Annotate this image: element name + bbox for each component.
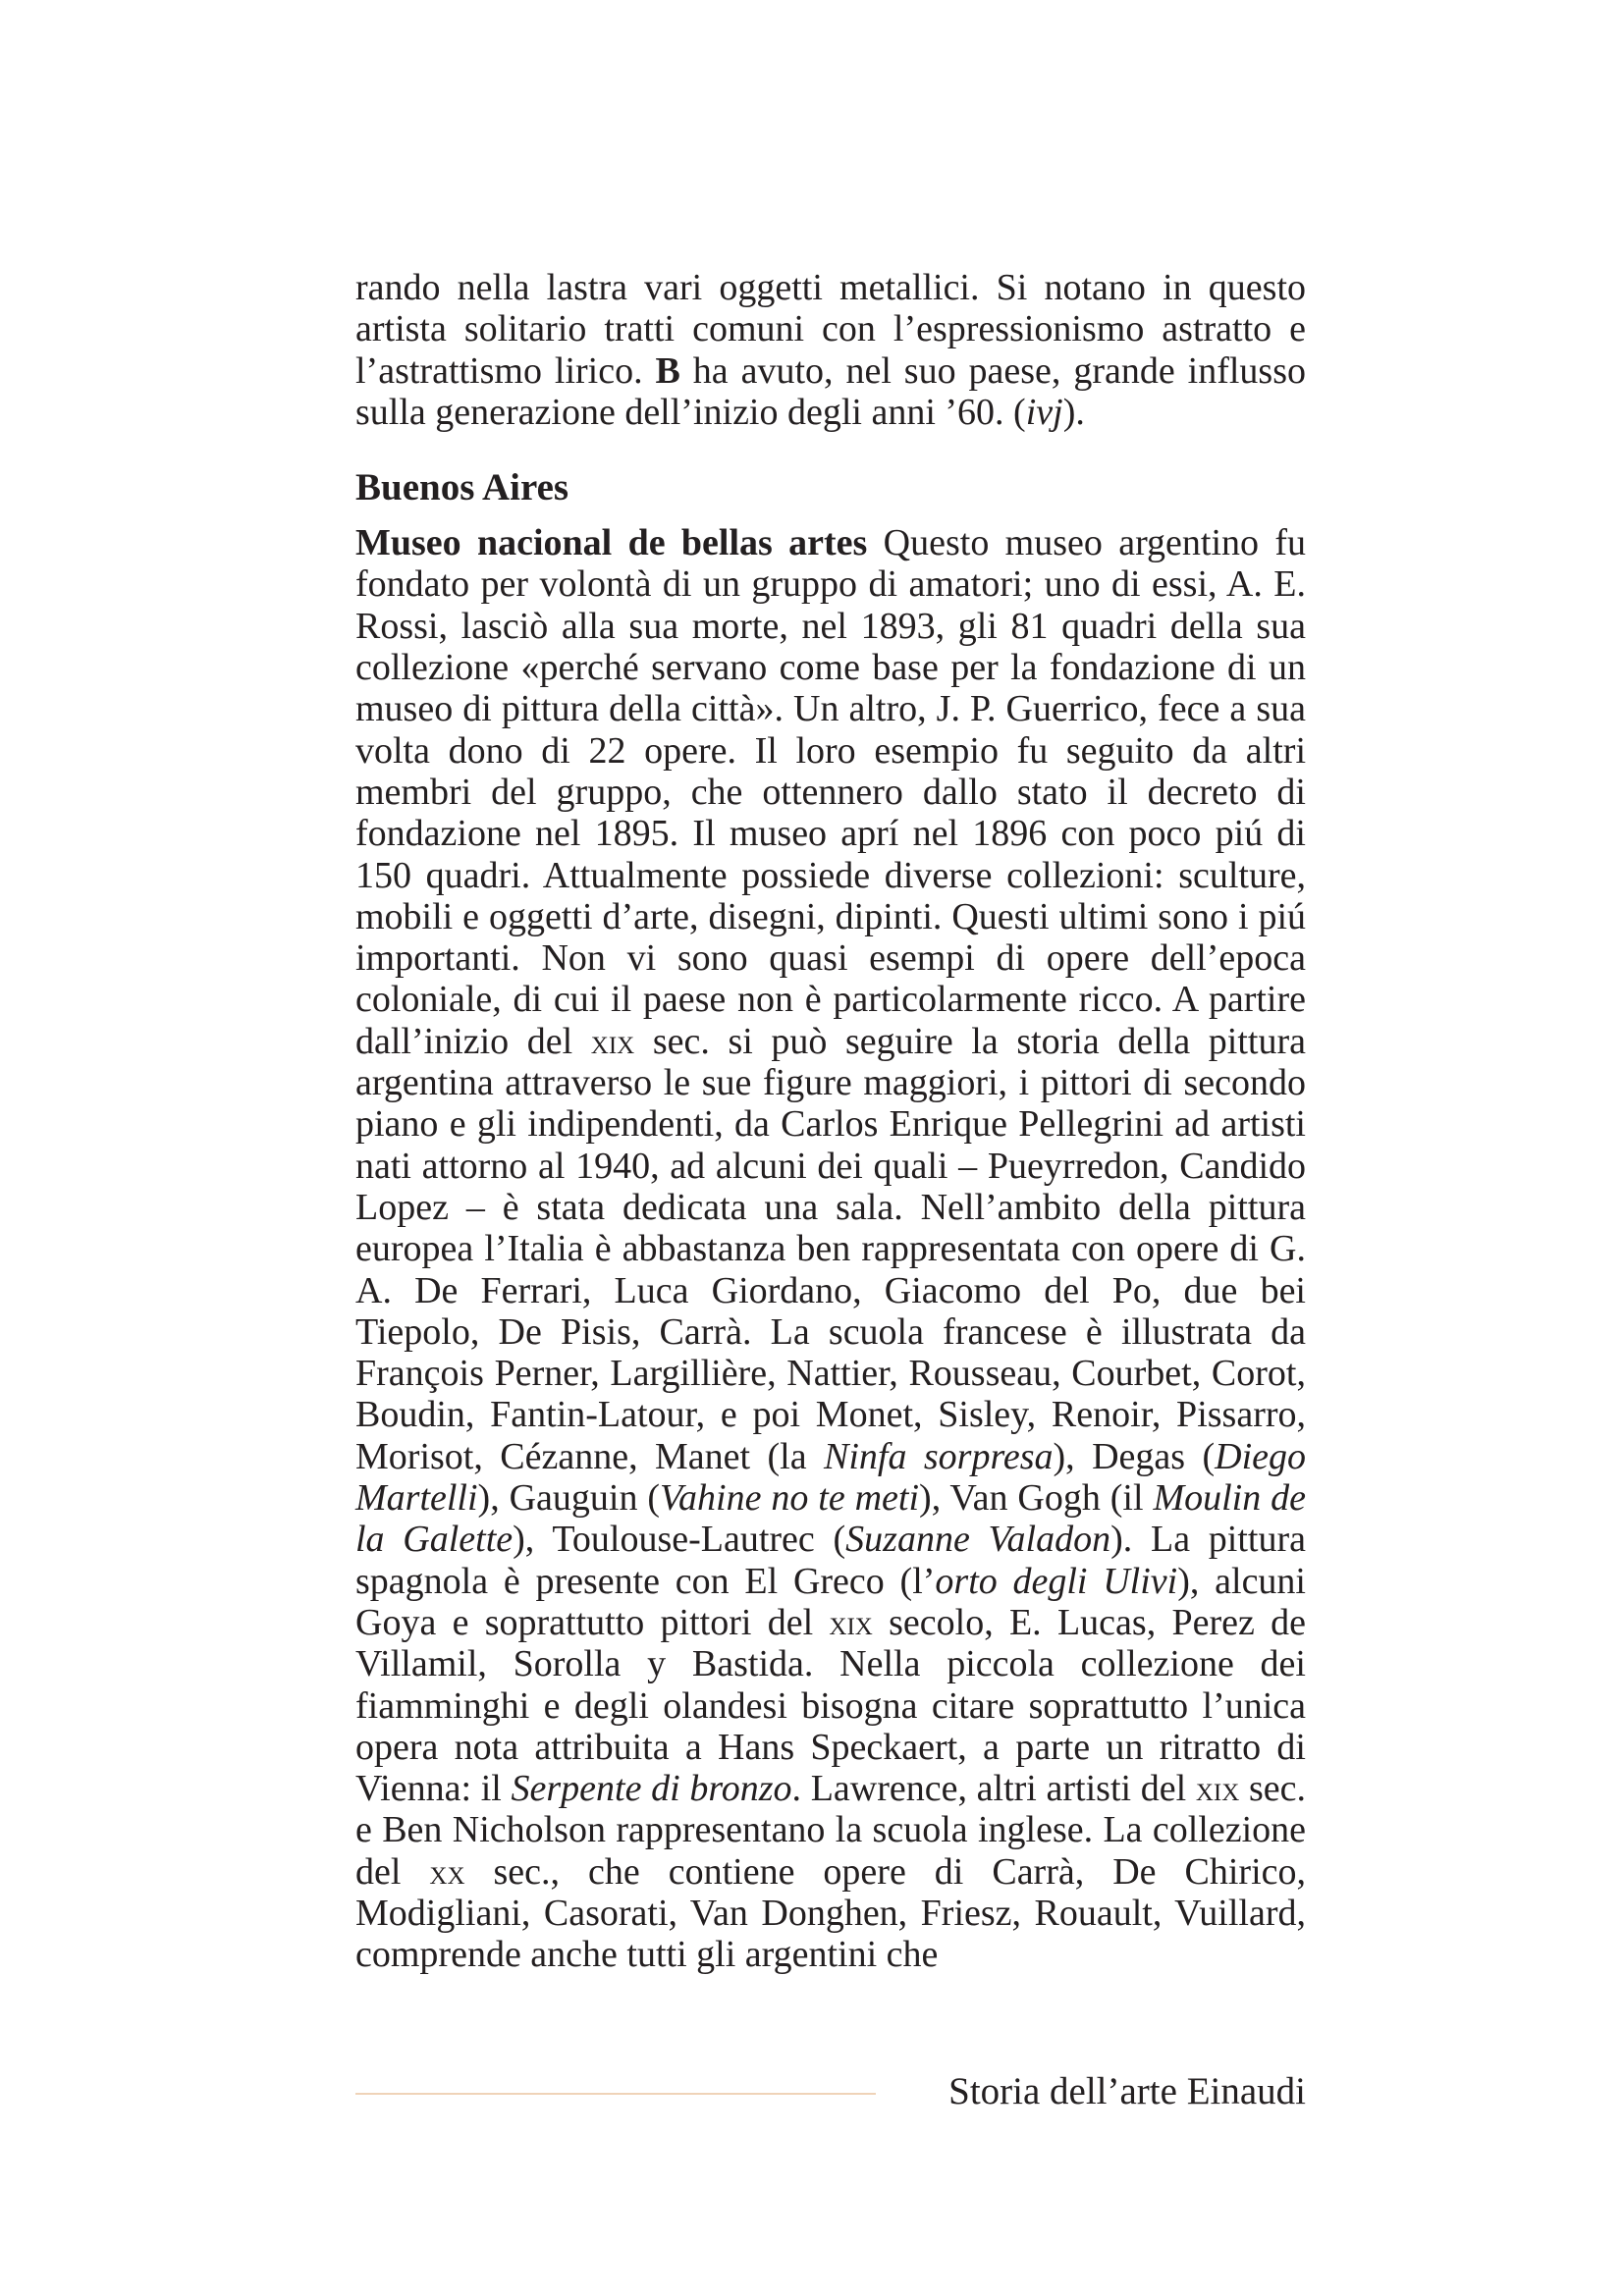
intro-text-1: rando nella lastra vari oggetti metallici. Si notano in questo artista solitario tratti comuni con l’espressionismo astratto e l’astrattismo lirico. bbox=[355, 267, 1306, 392]
page-content bbox=[355, 267, 1306, 1976]
footer-publisher: Storia dell’arte Einaudi bbox=[948, 2070, 1306, 2112]
artwork-title: Serpente di bronzo bbox=[511, 1768, 792, 1810]
century-numeral: xix bbox=[590, 1021, 635, 1061]
artwork-title: Suzanne Valadon bbox=[845, 1519, 1111, 1561]
entry-text: ), Toulouse-Lautrec ( bbox=[513, 1519, 846, 1561]
intro-text-3: ). bbox=[1062, 391, 1085, 433]
entry-text: ), Gauguin ( bbox=[477, 1477, 661, 1520]
entry-initial: B bbox=[655, 349, 680, 392]
artwork-title: Moulin de la Galette bbox=[355, 1477, 1306, 1561]
entry-text: . Lawrence, altri artisti del bbox=[791, 1768, 1196, 1810]
artwork-title: Ninfa sorpresa bbox=[824, 1435, 1054, 1477]
intro-text-2: ha avuto, nel suo paese, grande influsso sulla generazione dell’inizio degli anni ’60. ( bbox=[355, 349, 1306, 433]
entry-text: sec., che contiene opere di Carrà, De Chirico, Modigliani, Casorati, Van Donghen, Friesz, Rouault, Vuillard, comprende anche tutti gli argentini che bbox=[355, 1850, 1306, 1976]
century-numeral: xix bbox=[829, 1602, 873, 1642]
entry-text: ). La pittura spagnola è presente con El Greco (l’ bbox=[355, 1519, 1307, 1602]
artwork-title: Diego Martelli bbox=[355, 1435, 1306, 1520]
author-initials: ivj bbox=[1025, 391, 1063, 433]
century-numeral: xx bbox=[429, 1851, 465, 1892]
artwork-title: Vahine no te meti bbox=[660, 1477, 920, 1520]
intro-paragraph bbox=[355, 267, 1306, 433]
entry-text: ), alcuni Goya e soprattutto pittori del bbox=[355, 1560, 1306, 1643]
entry-title: Museo nacional de bellas artes bbox=[355, 522, 868, 564]
century-numeral: xix bbox=[1195, 1769, 1240, 1809]
entry-text: ), Van Gogh (il bbox=[919, 1477, 1154, 1520]
page-footer bbox=[355, 2062, 1306, 2121]
entry-text: Questo museo argentino fu fondato per volontà di un gruppo di amatori; uno di essi, A. E. Rossi, lasciò alla sua morte, nel 1893, gli 81 quadri della sua collezione «perché servano come base per la fondazione di un museo di pittura della città». Un altro, J. P. Guerrico, fece a sua volta dono di 22 opere. Il loro esempio fu seguito da altri membri del gruppo, che ottennero dallo stato il decreto di fondazione nel 1895. Il museo aprí nel 1896 con poco piú di 150 quadri. Attualmente possiede diverse collezioni: sculture, mobili e oggetti d’arte, disegni, dipinti. Questi ultimi sono i piú importanti. Non vi sono quasi esempi di opere dell’epoca coloniale, di cui il paese non è particolarmente ricco. A partire dall’inizio del bbox=[355, 522, 1306, 1062]
artwork-title: orto degli Ulivi bbox=[935, 1560, 1178, 1602]
entry-text: secolo, E. Lucas, Perez de Villamil, Sorolla y Bastida. Nella piccola collezione dei fiamminghi e degli olandesi bisogna citare soprattutto l’unica opera nota attribuita a Hans Speckaert, a parte un ritratto di Vienna: il bbox=[355, 1601, 1306, 1810]
footer-divider bbox=[355, 2093, 876, 2095]
entry-text: ), Degas ( bbox=[1053, 1435, 1216, 1477]
entry-text: sec. si può seguire la storia della pittura argentina attraverso le sue figure maggiori, i pittori di secondo piano e gli indipendenti, da Carlos Enrique Pellegrini ad artisti nati attorno al 1940, ad alcuni dei quali – Pueyrredon, Candido Lopez – è stata dedicata una sala. Nell’ambito della pittura europea l’Italia è abbastanza ben rappresentata con opere di G. A. De Ferrari, Luca Giordano, Giacomo del Po, due bei Tiepolo, De Pisis, Carrà. La scuola francese è illustrata da François Perner, Largillière, Nattier, Rousseau, Courbet, Corot, Boudin, Fantin-Latour, e poi Monet, Sisley, Renoir, Pissarro, Morisot, Cézanne, Manet (la bbox=[355, 1020, 1306, 1477]
entry-paragraph bbox=[355, 522, 1306, 1975]
entry-text: sec. e Ben Nicholson rappresentano la scuola inglese. La collezione del bbox=[355, 1768, 1306, 1893]
section-heading: Buenos Aires bbox=[355, 466, 569, 509]
